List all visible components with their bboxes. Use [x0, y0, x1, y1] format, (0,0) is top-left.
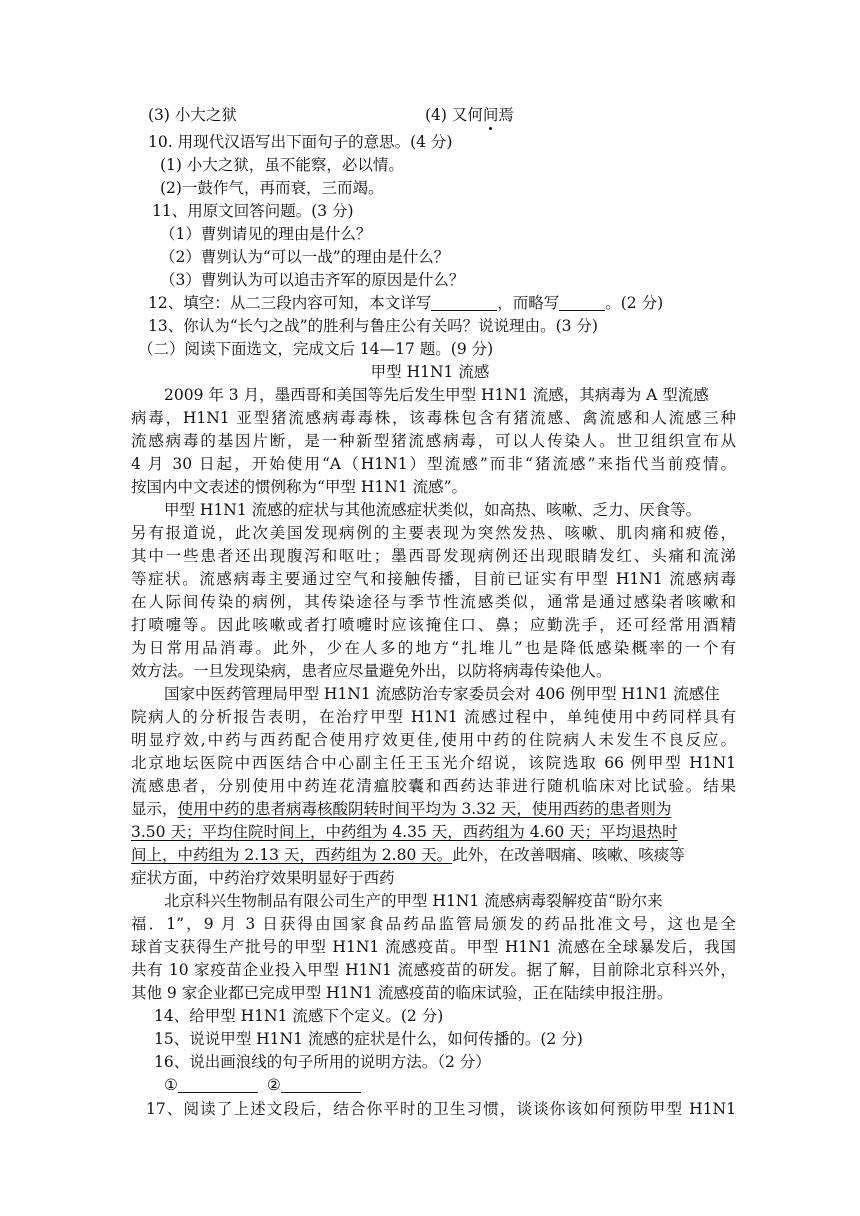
answer-blank[interactable] [431, 294, 497, 311]
article-p2-line: 打喷嚏等。因此咳嗽或者打喷嚏时应该掩住口、鼻；应勤洗手，还可经常用酒精 [131, 616, 736, 634]
answer-blank[interactable] [559, 294, 605, 311]
q15: 15、说说甲型 H1N1 流感的症状是什么，如何传播的。(2 分) [154, 1030, 583, 1048]
q16-answer-line: ① ② [164, 1074, 361, 1096]
article-p1-line: 按国内中文表述的惯例称为“甲型 H1N1 流感”。 [131, 478, 468, 496]
article-p2-line: 甲型 H1N1 流感的症状与其他流感症状类似，如高热、咳嗽、乏力、厌食等。 [164, 501, 702, 519]
q9-item-3: (3) 小大之狱 [148, 106, 237, 124]
article-p3-line: 北京地坛医院中西医结合中心副主任王玉光介绍说，该院选取 66 例甲型 H1N1 [131, 754, 736, 772]
q11-sub-2: （2）曹刿认为“可以一战”的理由是什么？ [160, 248, 450, 266]
q11-sub-1: （1）曹刿请见的理由是什么？ [160, 225, 372, 243]
q9-item-4: (4) 又何间焉 [425, 106, 514, 124]
article-p1-line: 病毒，H1N1 亚型猪流感病毒毒株，该毒株包含有猪流感、禽流感和人流感三种 [131, 409, 736, 427]
q13: 13、你认为“长勺之战”的胜利与鲁庄公有关吗？说说理由。(3 分) [148, 317, 598, 335]
article-p2-line: 在人际间传染的病例，其传染途径与季节性流感类似，通常是通过感染者咳嗽和 [131, 593, 736, 611]
article-p4-line: 共有 10 家疫苗企业投入甲型 H1N1 流感疫苗的研发。据了解，目前除北京科兴外， [131, 961, 736, 979]
article-p4-line: 福．1”，9 月 3 日获得由国家食品药品监管局颁发的药品批准文号，这也是全 [131, 915, 736, 933]
article-p2-line: 其中一些患者还出现腹泻和呕吐；墨西哥发现病例还出现眼睛发红、头痛和流涕 [131, 547, 736, 565]
article-p1-line: 2009 年 3 月，墨西哥和美国等先后发生甲型 H1N1 流感，其病毒为 A 型流感 [164, 386, 709, 404]
answer-blank[interactable] [281, 1076, 361, 1093]
q16: 16、说出画浪线的句子所用的说明方法。（2 分） [154, 1053, 491, 1071]
answer-blank[interactable] [178, 1076, 258, 1093]
wavy-underlined-sentence: 使用中药的患者病毒核酸阴转时间平均为 3.32 天，使用西药的患者则为 [177, 800, 672, 818]
article-p3-line: 症状方面，中药治疗效果明显好于西药 [131, 869, 395, 887]
wavy-underlined-sentence: 3.50 天；平均住院时间上，中药组为 4.35 天，西药组为 4.60 天；平均退热时 [131, 823, 678, 841]
article-p4-line: 其他 9 家企业都已完成甲型 H1N1 流感疫苗的临床试验，正在陆续申报注册。 [131, 984, 673, 1002]
q10-sentence-1: (1) 小大之狱，虽不能察，必以情。 [160, 156, 404, 174]
article-p4-line: 球首支获得生产批号的甲型 H1N1 流感疫苗。甲型 H1N1 流感在全球暴发后，我国 [131, 938, 736, 956]
article-p3-line: 国家中医药管理局甲型 H1N1 流感防治专家委员会对 406 例甲型 H1N1 流感住 [164, 685, 720, 703]
article-title: 甲型 H1N1 流感 [370, 363, 490, 381]
q11-stem: 11、用原文回答问题。(3 分) [152, 202, 354, 220]
emphasis-dot-char: 间 [482, 106, 499, 124]
article-p2-line: 等症状。流感病毒主要通过空气和接触传播，目前已证实有甲型 H1N1 流感病毒 [131, 570, 736, 588]
article-p1-line: 4 月 30 日起，开始使用“A（H1N1）型流感”而非“猪流感”来指代当前疫情。 [131, 455, 736, 473]
q11-sub-3: （3）曹刿认为可以追击齐军的原因是什么？ [160, 271, 465, 289]
article-p3-line: 显示，使用中药的患者病毒核酸阴转时间平均为 3.32 天，使用西药的患者则为 [131, 800, 672, 818]
article-p3-line: 院病人的分析报告表明，在治疗甲型 H1N1 流感过程中，单纯使用中药同样具有 [131, 708, 736, 726]
q10-sentence-2: (2)一鼓作气，再而衰，三而竭。 [160, 179, 384, 197]
article-p3-line: 流感患者，分别使用中药连花清瘟胶囊和西药达菲进行随机临床对比试验。结果 [131, 777, 736, 795]
article-p2-line: 效方法。一旦发现染病，患者应尽量避免外出，以防将病毒传染他人。 [131, 662, 612, 680]
article-p3-line: 间上，中药组为 2.13 天，西药组为 2.80 天。此外，在改善咽痛、咳嗽、咳痰等 [131, 846, 685, 864]
q12: 12、填空：从二三段内容可知，本文详写 ，而略写 。(2 分) [148, 294, 664, 312]
article-p2-line: 为日常用品消毒。此外，少在人多的地方“扎堆儿”也是降低感染概率的一个有 [131, 639, 736, 657]
q14: 14、给甲型 H1N1 流感下个定义。(2 分) [154, 1007, 444, 1025]
article-p3-line: 明显疗效,中药与西药配合使用疗效更佳,使用中药的住院病人未发生不良反应。 [131, 731, 736, 749]
q17: 17、阅读了上述文段后，结合你平时的卫生习惯，谈谈你该如何预防甲型 H1N1 [146, 1100, 736, 1118]
q10-stem: 10. 用现代汉语写出下面句子的意思。(4 分) [148, 133, 453, 151]
article-p1-line: 流感病毒的基因片断，是一种新型猪流感病毒，可以人传染人。世卫组织宣布从 [131, 432, 736, 450]
section-2-heading: （二）阅读下面选文，完成文后 14—17 题。(9 分) [138, 340, 494, 358]
article-p4-line: 北京科兴生物制品有限公司生产的甲型 H1N1 流感病毒裂解疫苗“盼尔来 [164, 892, 663, 910]
wavy-underlined-sentence: 间上，中药组为 2.13 天，西药组为 2.80 天。 [131, 846, 453, 864]
article-p3-line [131, 821, 678, 843]
article-p2-line: 另有报道说，此次美国发现病例的主要表现为突然发热、咳嗽、肌肉痛和疲倦， [131, 524, 736, 542]
